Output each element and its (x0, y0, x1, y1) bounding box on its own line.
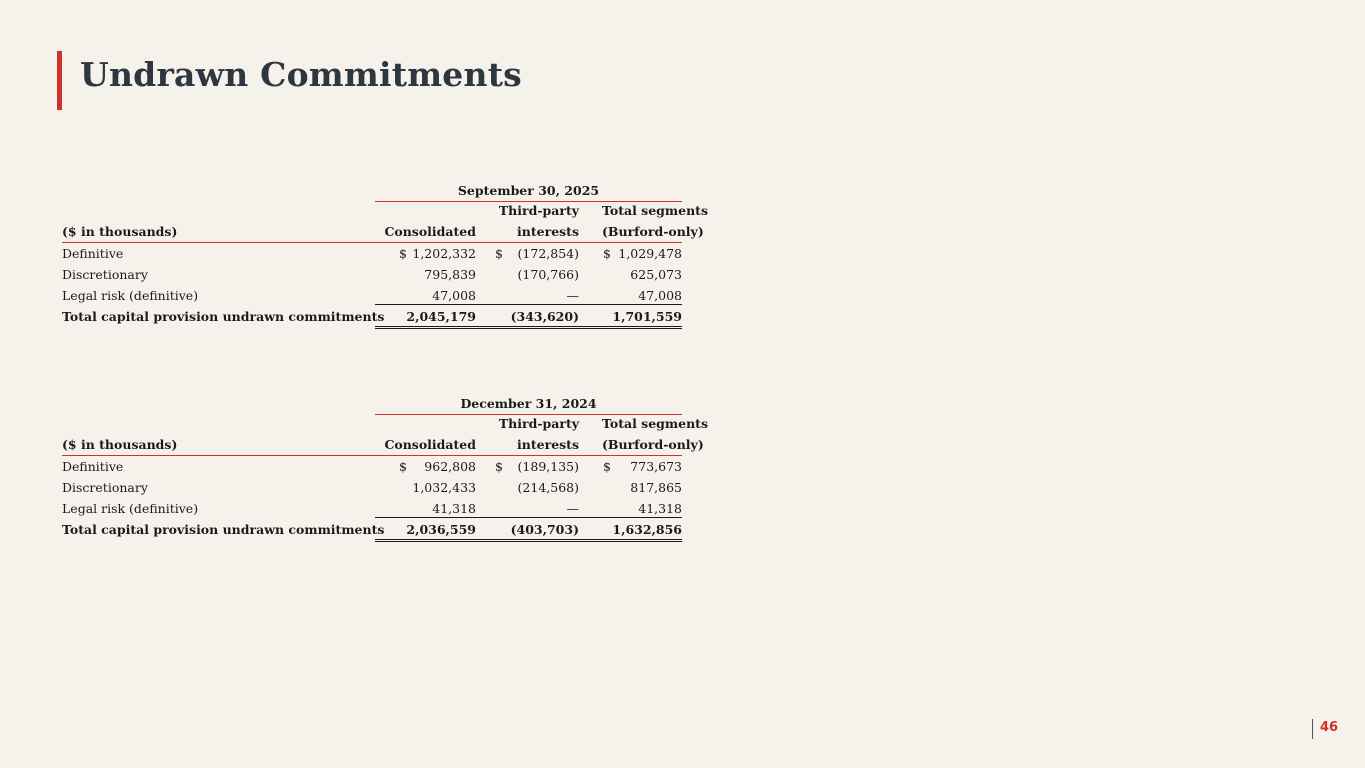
currency-symbol: $ (399, 459, 407, 474)
page-number-divider (1312, 719, 1313, 739)
table-total-row (62, 519, 682, 540)
row-label: Legal risk (definitive) (62, 501, 199, 516)
double-rule-top (375, 326, 682, 327)
undrawn-commitments-table-2025 (62, 181, 708, 331)
double-rule-top (375, 539, 682, 540)
row-label: Definitive (62, 459, 124, 474)
currency-symbol: $ (399, 246, 407, 261)
currency-symbol: $ (495, 459, 503, 474)
table-row (62, 243, 682, 264)
consolidated-value: 2,036,559 (406, 522, 476, 537)
title-accent-bar (57, 51, 62, 110)
total-value: 773,673 (630, 459, 682, 474)
table-row (62, 477, 682, 498)
total-value: 1,701,559 (612, 309, 682, 324)
total-value: 47,008 (638, 288, 682, 303)
header-total-line2: (Burford-only) (602, 224, 704, 239)
table-header-row-1 (62, 413, 708, 434)
total-value: 625,073 (630, 267, 682, 282)
header-total-line1: Total segments (602, 416, 708, 431)
header-total-line2: (Burford-only) (602, 437, 704, 452)
consolidated-value: 1,202,332 (412, 246, 476, 261)
total-value: 41,318 (638, 501, 682, 516)
currency-symbol: $ (495, 246, 503, 261)
row-label: Discretionary (62, 480, 148, 495)
undrawn-commitments-table-2024 (62, 394, 708, 544)
total-value: 1,029,478 (618, 246, 682, 261)
third-party-value: (170,766) (517, 267, 579, 282)
currency-symbol: $ (603, 459, 611, 474)
header-third-party-line2: interests (517, 437, 579, 452)
table-row (62, 285, 682, 306)
consolidated-value: 2,045,179 (406, 309, 476, 324)
currency-symbol: $ (603, 246, 611, 261)
consolidated-value: 1,032,433 (412, 480, 476, 495)
table-header-row-1 (62, 200, 708, 221)
header-third-party-line2: interests (517, 224, 579, 239)
double-rule-bottom (375, 541, 682, 542)
third-party-value: (343,620) (510, 309, 579, 324)
third-party-value: — (566, 501, 579, 516)
double-rule-bottom (375, 328, 682, 329)
row-label: Total capital provision undrawn commitments (62, 309, 385, 324)
header-consolidated: Consolidated (384, 224, 476, 239)
table-row (62, 498, 682, 519)
consolidated-value: 962,808 (424, 459, 476, 474)
third-party-value: (403,703) (510, 522, 579, 537)
table-header-row-2 (62, 434, 704, 455)
total-value: 817,865 (630, 480, 682, 495)
header-units-label: ($ in thousands) (62, 224, 178, 239)
subtotal-rule (375, 304, 682, 305)
header-units-label: ($ in thousands) (62, 437, 178, 452)
table-header-row-2 (62, 221, 704, 242)
consolidated-value: 41,318 (432, 501, 476, 516)
table-row (62, 264, 682, 285)
header-third-party-line1: Third-party (498, 416, 579, 431)
third-party-value: — (566, 288, 579, 303)
third-party-value: (189,135) (517, 459, 579, 474)
table-period-header: December 31, 2024 (375, 394, 682, 415)
total-value: 1,632,856 (612, 522, 682, 537)
header-consolidated: Consolidated (384, 437, 476, 452)
consolidated-value: 795,839 (424, 267, 476, 282)
row-label: Definitive (62, 246, 124, 261)
third-party-value: (214,568) (517, 480, 579, 495)
page-number: 46 (1320, 720, 1339, 735)
consolidated-value: 47,008 (432, 288, 476, 303)
row-label: Total capital provision undrawn commitments (62, 522, 385, 537)
table-row (62, 456, 682, 477)
third-party-value: (172,854) (517, 246, 579, 261)
subtotal-rule (375, 517, 682, 518)
row-label: Discretionary (62, 267, 148, 282)
row-label: Legal risk (definitive) (62, 288, 199, 303)
table-total-row (62, 306, 682, 327)
header-total-line1: Total segments (602, 203, 708, 218)
table-period-header: September 30, 2025 (375, 181, 682, 202)
page-title: Undrawn Commitments (80, 55, 522, 94)
header-third-party-line1: Third-party (498, 203, 579, 218)
